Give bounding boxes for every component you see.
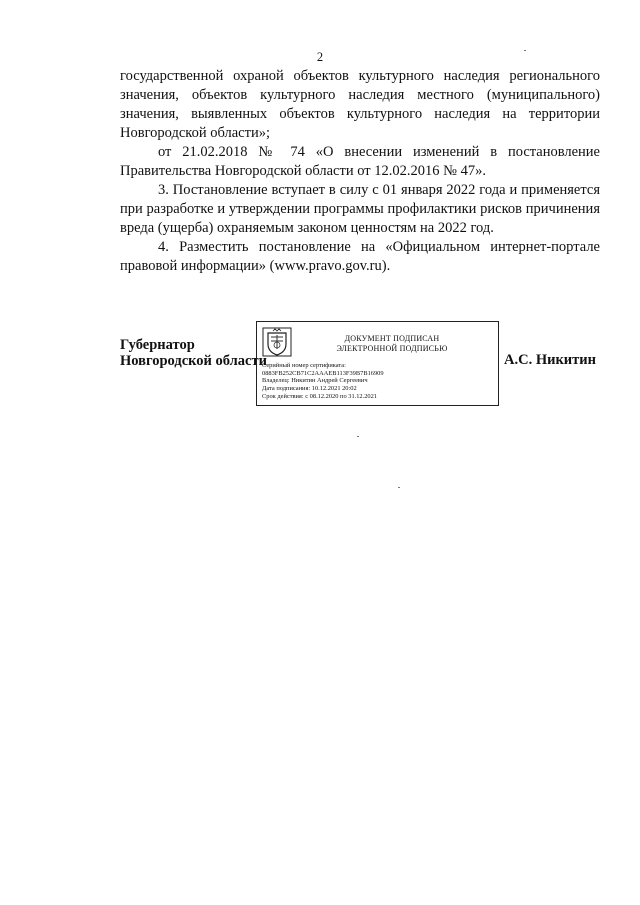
paragraph-4: 4. Разместить постановление на «Официальном интернет-портале правовой информации» (www.pravo.gov.ru). [120,239,600,274]
electronic-signature-stamp [256,321,499,406]
signer-title-line2: Новгородской области [120,353,267,369]
page-number: 2 [316,50,324,64]
paragraph-3: 3. Постановление вступает в силу с 01 января 2022 года и применяется при разработке и утверждении программы профилактики рисков причинения вреда (ущерба) охраняемым законом ценностям на 2022 год. [120,182,600,236]
stamp-owner: Владелец: Никитин Андрей Сергеевич [262,377,368,385]
signer-title [120,337,267,369]
stamp-cert-label: Серийный номер сертификата: [262,362,346,369]
paragraph-continuation: государственной охраной объектов культурного наследия регионального значения, объектов культурного наследия местного (муниципального) значения, выявленных объектов культурного наследия на территории Новгородской области»; [120,68,600,141]
scan-speck [357,436,359,437]
paragraph-amendment: от 21.02.2018 № 74 «О внесении изменений в постановление Правительства Новгородской области от 12.02.2016 № 47». [120,144,600,179]
coat-of-arms-icon [262,327,292,357]
stamp-details [262,362,494,401]
stamp-validity: Срок действия: с 08.12.2020 по 31.12.2021 [262,392,378,400]
stamp-signed-date: Дата подписания: 10.12.2021 20:02 [262,385,357,393]
signer-name: А.С. Никитин [504,352,596,368]
stamp-header [297,334,487,353]
scan-speck [398,487,400,488]
scan-speck [524,50,526,51]
document-body [120,67,600,276]
stamp-cert-number: 0883FB252CB71C2AAAEB113F39B7B16909 [262,369,384,377]
signer-title-line1: Губернатор [120,337,195,353]
stamp-header-line2: ЭЛЕКТРОННОЙ ПОДПИСЬЮ [336,343,448,353]
stamp-header-line1: ДОКУМЕНТ ПОДПИСАН [344,334,440,343]
